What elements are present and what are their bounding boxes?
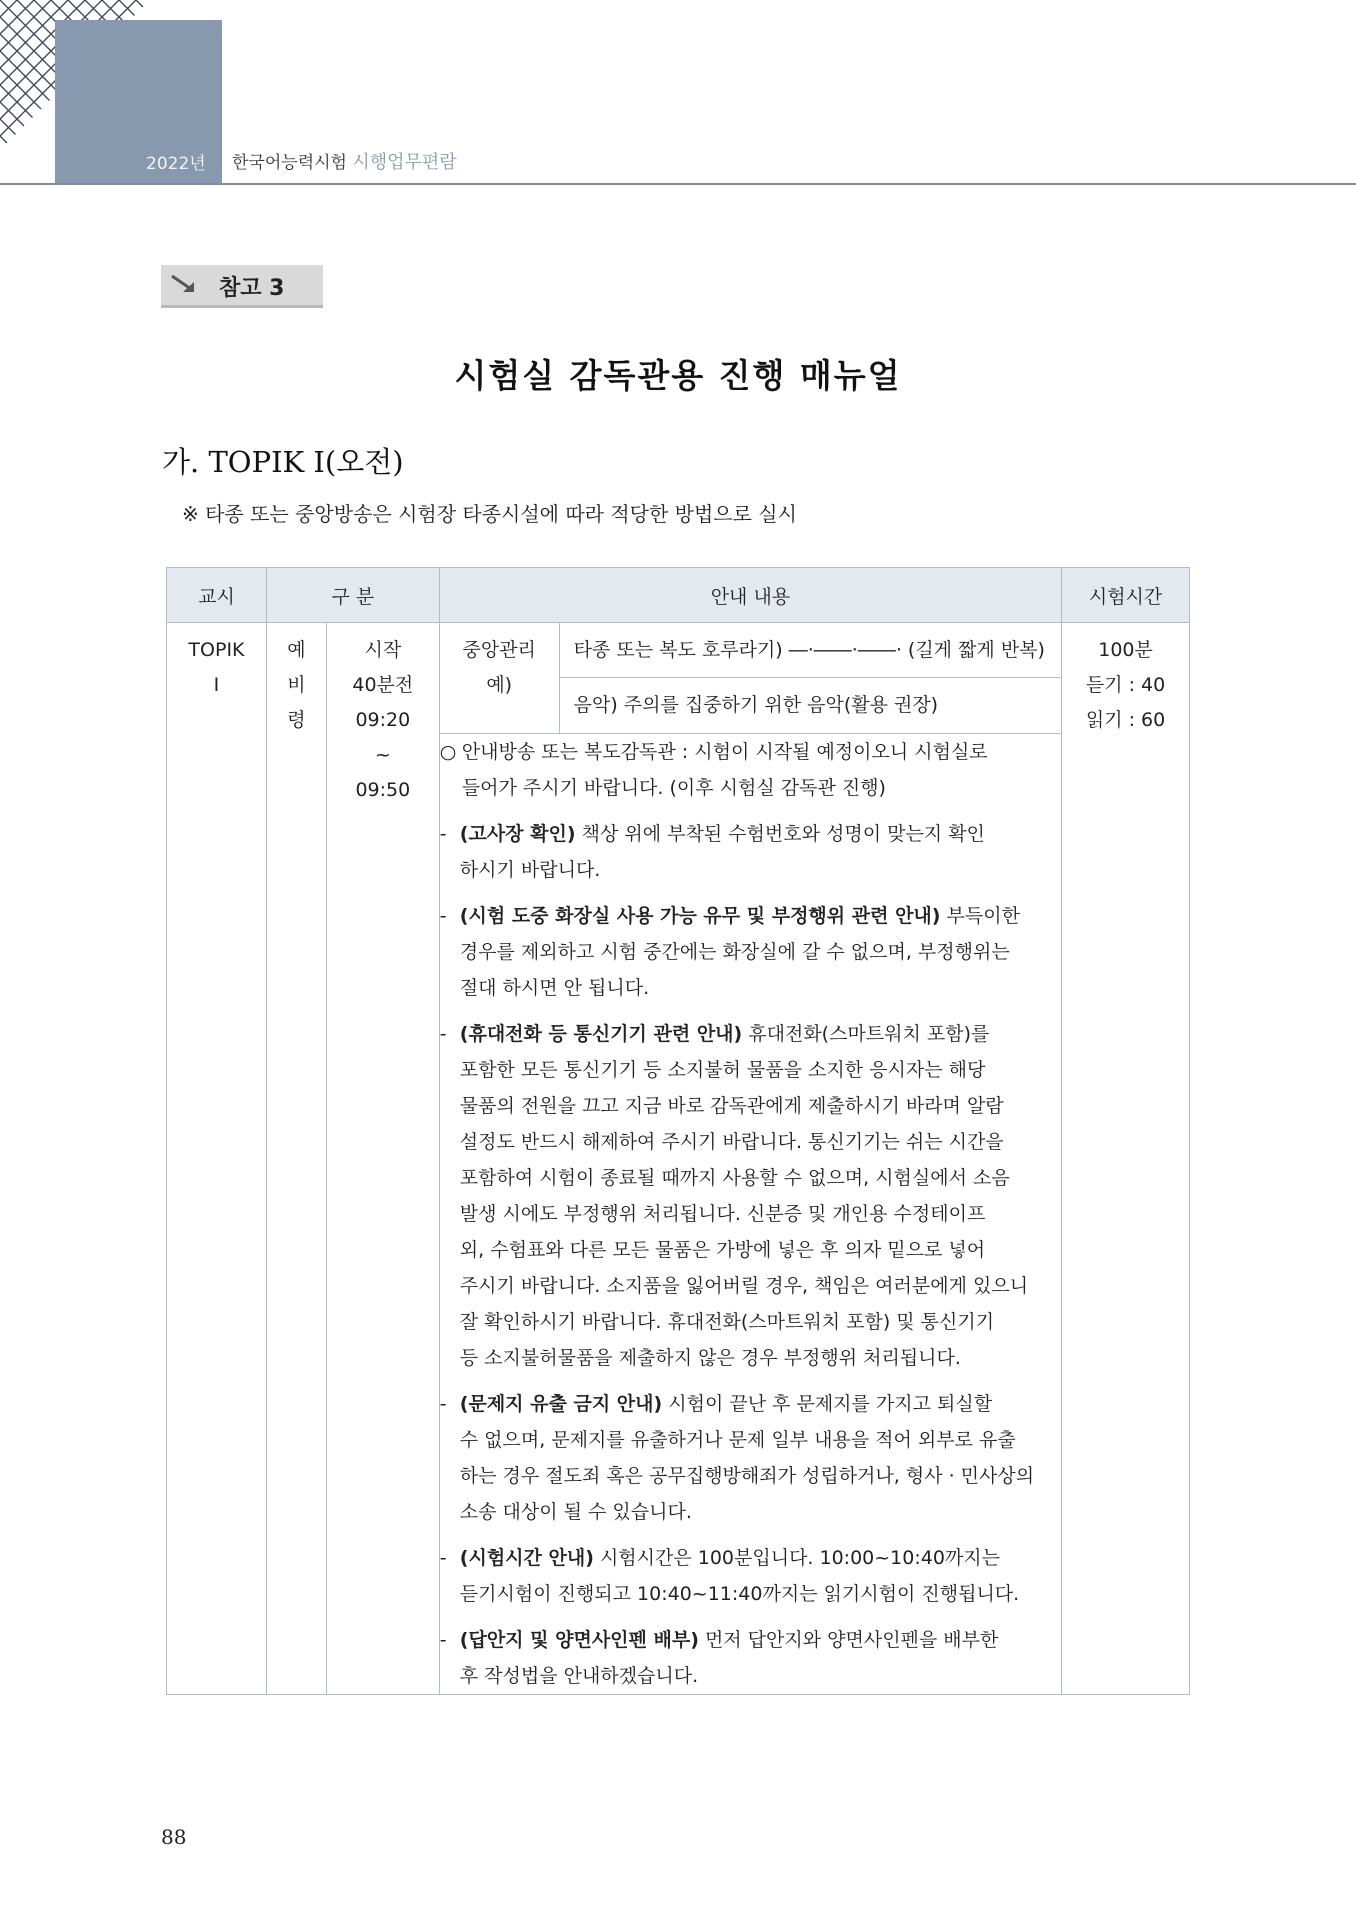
- header-title: [232, 148, 457, 174]
- instruction-line: [460, 1232, 1028, 1268]
- period-line: I: [213, 674, 220, 696]
- instruction-line: [460, 1622, 999, 1658]
- page-number: 88: [161, 1825, 187, 1849]
- instruction-line: [460, 1052, 1028, 1088]
- dash-bullet: -: [439, 1629, 447, 1651]
- schedule-line: 시작: [364, 639, 402, 661]
- instruction-line: [460, 1016, 1028, 1052]
- instruction-text: 시험시간은 100분입니다. 10:00~10:40까지는: [599, 1547, 1000, 1569]
- schedule-cell: [326, 623, 439, 1695]
- instruction-text: 수 없으며, 문제지를 유출하거나 문제 일부 내용을 적어 외부로 유출: [459, 1429, 1016, 1451]
- instruction-text: 시험이 끝난 후 문제지를 가지고 퇴실할: [668, 1393, 993, 1415]
- exam-time-line: 읽기 : 60: [1085, 709, 1166, 731]
- instruction-line: [460, 816, 985, 852]
- central-label-line: 예): [486, 674, 513, 696]
- schedule-line: 09:50: [355, 779, 411, 801]
- section-heading: 가. TOPIK Ⅰ(오전): [162, 445, 404, 479]
- instruction-text: 책상 위에 부착된 수험번호와 성명이 맞는지 확인: [581, 823, 985, 845]
- dash-bullet: -: [439, 823, 447, 845]
- instruction-item: [440, 1540, 1061, 1612]
- instruction-item: [440, 1386, 1061, 1530]
- intro-announcement: [440, 734, 1061, 806]
- instruction-text: 후 작성법을 안내하겠습니다.: [459, 1665, 699, 1687]
- instruction-title: (휴대전화 등 통신기기 관련 안내): [459, 1023, 743, 1045]
- manual-table: [166, 567, 1190, 1695]
- dash-bullet: -: [439, 1547, 447, 1569]
- circle-bullet-icon: ○: [439, 741, 457, 763]
- dash-bullet: -: [439, 1023, 447, 1045]
- instruction-items: [440, 816, 1061, 1694]
- header-rule: [0, 183, 1356, 185]
- schedule-line: ~: [374, 744, 391, 766]
- instruction-line: [460, 934, 1020, 970]
- header-content: 안내 내용: [439, 568, 1061, 623]
- corner-arrow-icon: [169, 273, 199, 297]
- instruction-line: [460, 970, 1020, 1006]
- central-item-bell: 타종 또는 복도 호루라기) ―·――·――· (길게 짧게 반복): [573, 639, 1045, 661]
- instruction-text: 하는 경우 절도죄 혹은 공무집행방해죄가 성립하거나, 형사 · 민사상의: [459, 1465, 1035, 1487]
- instruction-title: (시험 도중 화장실 사용 가능 유무 및 부정행위 관련 안내): [459, 905, 941, 927]
- instruction-text: 부득이한: [946, 905, 1020, 927]
- central-label-cell: [439, 623, 559, 734]
- exam-time-line: 100분: [1098, 639, 1153, 661]
- dash-bullet: -: [439, 1393, 447, 1415]
- instruction-text: 발생 시에도 부정행위 처리됩니다. 신분증 및 개인용 수정테이프: [459, 1203, 986, 1225]
- phase-char: 비: [287, 674, 306, 696]
- instruction-line: [460, 852, 985, 888]
- instruction-text: 하시기 바랍니다.: [459, 859, 601, 881]
- header-category: 구 분: [266, 568, 439, 623]
- phase-cell: [266, 623, 326, 1695]
- instruction-line: [460, 1160, 1028, 1196]
- instruction-item: [440, 1016, 1061, 1376]
- instruction-title: (답안지 및 양면사인펜 배부): [459, 1629, 699, 1651]
- instruction-text: 외, 수험표와 다른 모든 물품은 가방에 넣은 후 의자 밑으로 넣어: [459, 1239, 986, 1261]
- instruction-line: [460, 1576, 1019, 1612]
- instruction-text: 물품의 전원을 끄고 지금 바로 감독관에게 제출하시기 바라며 알람: [459, 1095, 1004, 1117]
- instruction-line: [460, 1494, 1034, 1530]
- reference-tag: [161, 265, 323, 308]
- phase-char: 령: [287, 709, 306, 731]
- dash-bullet: -: [439, 905, 447, 927]
- instruction-line: [460, 1088, 1028, 1124]
- instruction-text: 잘 확인하시기 바랍니다. 휴대전화(스마트워치 포함) 및 통신기기: [459, 1311, 995, 1333]
- instruction-line: [460, 1458, 1034, 1494]
- instruction-line: [460, 1196, 1028, 1232]
- intro-line: 들어가 주시기 바랍니다. (이후 시험실 감독관 진행): [461, 777, 886, 799]
- instruction-line: [460, 1658, 999, 1694]
- instruction-line: [460, 1340, 1028, 1376]
- instruction-line: [460, 1268, 1028, 1304]
- instruction-text: 경우를 제외하고 시험 중간에는 화장실에 갈 수 없으며, 부정행위는: [459, 941, 1010, 963]
- instruction-text: 휴대전화(스마트워치 포함)를: [748, 1023, 990, 1045]
- schedule-line: 09:20: [355, 709, 411, 731]
- central-item-music: 음악) 주의를 집중하기 위한 음악(활용 권장): [560, 677, 1061, 733]
- instruction-title: (고사장 확인): [459, 823, 576, 845]
- instruction-text: 절대 하시면 안 됩니다.: [459, 977, 650, 999]
- section-note: ※ 타종 또는 중앙방송은 시험장 타종시설에 따라 적당한 방법으로 실시: [182, 502, 797, 526]
- instruction-content: [439, 734, 1061, 1695]
- table-row: [167, 623, 1190, 734]
- central-label-line: 중앙관리: [462, 639, 536, 661]
- document-title: 시험실 감독관용 진행 매뉴얼: [454, 356, 902, 395]
- instruction-text: 등 소지불허물품을 제출하지 않은 경우 부정행위 처리됩니다.: [459, 1347, 961, 1369]
- instruction-line: [460, 898, 1020, 934]
- instruction-line: [460, 1304, 1028, 1340]
- exam-time-line: 듣기 : 40: [1085, 674, 1166, 696]
- instruction-title: (시험시간 안내): [459, 1547, 594, 1569]
- instruction-text: 소송 대상이 될 수 있습니다.: [459, 1501, 692, 1523]
- instruction-line: [460, 1540, 1019, 1576]
- instruction-line: [460, 1422, 1034, 1458]
- instruction-item: [440, 816, 1061, 888]
- header-year: 2022년: [146, 154, 206, 174]
- instruction-item: [440, 1622, 1061, 1694]
- schedule-line: 40분전: [352, 674, 414, 696]
- exam-time-cell: [1062, 623, 1190, 1695]
- table-header-row: [167, 568, 1190, 623]
- period-line: TOPIK: [188, 639, 245, 661]
- instruction-line: [460, 1386, 1034, 1422]
- header-period: 교시: [167, 568, 267, 623]
- period-cell: [167, 623, 267, 1695]
- intro-line: 안내방송 또는 복도감독관 : 시험이 시작될 예정이오니 시험실로: [461, 741, 988, 763]
- header-time: 시험시간: [1062, 568, 1190, 623]
- reference-tag-label: 참고 3: [219, 276, 285, 301]
- instruction-text: 주시기 바랍니다. 소지품을 잃어버릴 경우, 책임은 여러분에게 있으니: [459, 1275, 1029, 1297]
- instruction-text: 먼저 답안지와 양면사인펜을 배부한: [704, 1629, 999, 1651]
- instruction-item: [440, 898, 1061, 1006]
- instruction-line: [460, 1124, 1028, 1160]
- instruction-text: 설정도 반드시 해제하여 주시기 바랍니다. 통신기기는 쉬는 시간을: [459, 1131, 1004, 1153]
- phase-char: 예: [287, 639, 306, 661]
- instruction-text: 듣기시험이 진행되고 10:40~11:40까지는 읽기시험이 진행됩니다.: [459, 1583, 1020, 1605]
- instruction-title: (문제지 유출 금지 안내): [459, 1393, 663, 1415]
- instruction-text: 포함한 모든 통신기기 등 소지불허 물품을 소지한 응시자는 해당: [459, 1059, 986, 1081]
- instruction-text: 포함하여 시험이 종료될 때까지 사용할 수 없으며, 시험실에서 소음: [459, 1167, 1010, 1189]
- header-title-sub: 시행업무편람: [352, 152, 457, 173]
- header-title-main: 한국어능력시험: [232, 153, 347, 173]
- central-items-cell: [559, 623, 1061, 734]
